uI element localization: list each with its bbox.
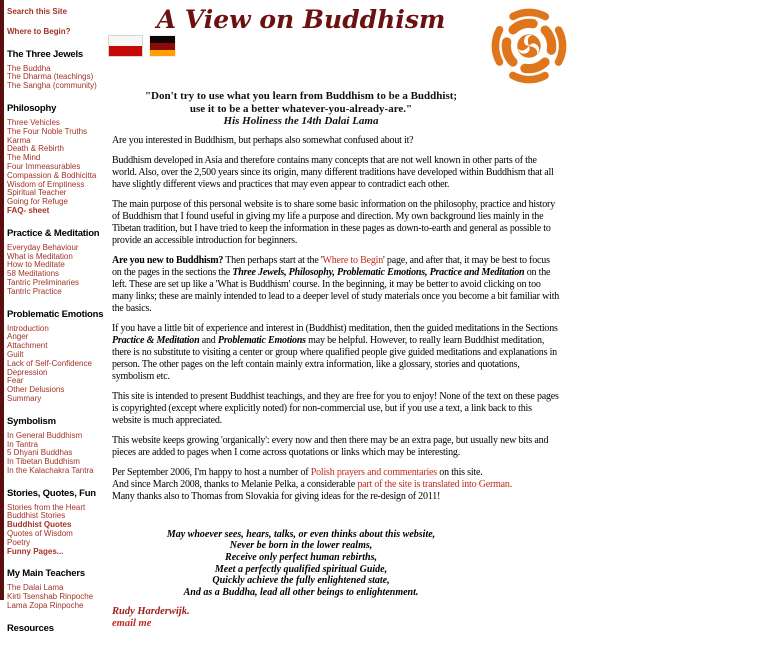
sidebar-nav <box>7 8 109 646</box>
sidebar-link[interactable]: FAQ- sheet <box>7 205 50 215</box>
verse-line: Quickly achieve the fully enlightened state, <box>212 575 390 587</box>
sidebar-link[interactable]: Other Delusions <box>7 385 65 395</box>
sidebar-link[interactable]: The Dalai Lama <box>7 583 64 593</box>
sidebar-section-heading: Philosophy <box>7 102 57 114</box>
sidebar-link[interactable]: In General Buddhism <box>7 430 83 440</box>
body-paragraphs <box>112 135 560 503</box>
sidebar-section-heading: Practice & Meditation <box>7 227 100 239</box>
sidebar-link[interactable]: Buddhist Quotes <box>7 520 72 530</box>
paragraph <box>112 255 560 315</box>
sidebar-link[interactable]: Lama Zopa Rinpoche <box>7 601 84 611</box>
paragraph <box>112 323 560 383</box>
sidebar-link[interactable]: Kirti Tsenshab Rinpoche <box>7 592 94 602</box>
sidebar-section-heading: Resources <box>7 622 54 634</box>
sidebar-link[interactable]: In Tantra <box>7 439 38 449</box>
text-segment: Per September 2006, I'm happy to host a number of <box>112 466 311 478</box>
paragraph <box>112 435 560 459</box>
sidebar-section <box>7 102 109 216</box>
sidebar-section <box>7 622 109 635</box>
sidebar-link[interactable]: The Buddha <box>7 63 51 73</box>
sidebar-section <box>7 308 109 404</box>
paragraph <box>112 467 560 503</box>
sidebar-link[interactable]: In the Kalachakra Tantra <box>7 465 94 475</box>
sidebar-link[interactable]: Wisdom of Emptiness <box>7 179 85 189</box>
sidebar-link[interactable]: Four Immeasurables <box>7 161 81 171</box>
main-content <box>112 0 560 630</box>
verse-line: Receive only perfect human rebirths, <box>225 551 377 563</box>
sidebar-link[interactable]: The Sangha (community) <box>7 81 97 91</box>
sidebar-section <box>7 487 109 557</box>
paragraph <box>112 391 560 427</box>
germany-flag-gold-stripe <box>150 50 175 56</box>
text-segment: and <box>199 334 218 346</box>
dalai-lama-quote <box>112 90 490 128</box>
text-segment: Are you interested in Buddhism, but perhaps also somewhat confused about it? <box>112 134 414 146</box>
sidebar-link[interactable]: Compassion & Bodhicitta <box>7 170 97 180</box>
inline-link[interactable]: Where to Begin <box>322 254 383 266</box>
sidebar-link[interactable]: Quotes of Wisdom <box>7 529 73 539</box>
sidebar-section-heading: Stories, Quotes, Fun <box>7 487 96 499</box>
sidebar-link[interactable]: Attachment <box>7 341 48 351</box>
text-segment: Are you new to Buddhism? <box>112 254 224 266</box>
inline-link[interactable]: part of the site is translated into German. <box>357 478 512 490</box>
footer <box>112 606 560 630</box>
sidebar-section-heading: The Three Jewels <box>7 48 84 60</box>
sidebar-section <box>7 28 109 37</box>
text-segment: on this site. <box>437 466 483 478</box>
sidebar-section-heading: Problematic Emotions <box>7 308 104 320</box>
sidebar-link[interactable]: Buddhist Stories <box>7 511 66 521</box>
sidebar-link[interactable]: Death & Rebirth <box>7 144 64 154</box>
sidebar-link[interactable]: Summary <box>7 393 42 403</box>
poland-flag-red-stripe <box>109 46 142 56</box>
sidebar-link[interactable]: Depression <box>7 367 48 377</box>
verse-line: May whoever sees, hears, talks, or even thinks about this website, <box>166 528 436 540</box>
sidebar-link[interactable]: How to Meditate <box>7 260 65 270</box>
sidebar-link[interactable]: The Four Noble Truths <box>7 126 88 136</box>
text-segment: Buddhism developed in Asia and therefore contains many concepts that are not well known in other parts of the world. Also, over the 2,500 years since its origin, many different traditions have developed within Buddhism that all have slightly different views and practices that may even appear to contradict each other. <box>112 154 554 190</box>
text-segment: on the left. These are set up like a 'What is Buddhism' course. In the beginning, it may be better to avoid clicking on too many links; these are mainly intended to lead to a deeper level of study materials once you become a bit familiar with the basics. <box>112 266 560 314</box>
germany-flag-red-stripe <box>150 43 175 50</box>
sidebar-link[interactable]: Lack of Self-Confidence <box>7 358 92 368</box>
paragraph <box>112 135 560 147</box>
quote-attribution: His Holiness the 14th Dalai Lama <box>223 115 379 127</box>
sidebar-link[interactable]: The Dharma (teachings) <box>7 72 94 82</box>
sidebar-link[interactable]: Karma <box>7 135 31 145</box>
sidebar-link[interactable]: Going for Refuge <box>7 197 68 207</box>
paragraph <box>112 199 560 247</box>
sidebar-link[interactable]: 58 Meditations <box>7 269 60 279</box>
left-edge-bar <box>0 0 4 600</box>
sidebar-section-heading: Symbolism <box>7 415 56 427</box>
text-segment: Three Jewels, Philosophy, Problematic Emotions, Practice and Meditation <box>232 266 525 278</box>
sidebar-link[interactable]: 5 Dhyani Buddhas <box>7 448 73 458</box>
text-segment: Problematic Emotions <box>217 334 306 346</box>
text-segment: If you have a little bit of experience and interest in (Buddhist) meditation, then the guided meditations in the Sections <box>112 322 558 334</box>
sidebar-link[interactable]: Spiritual Teacher <box>7 188 67 198</box>
language-flags <box>108 35 182 56</box>
sidebar-link[interactable]: Guilt <box>7 349 24 359</box>
email-link[interactable]: email me <box>112 617 152 629</box>
sidebar-section <box>7 415 109 476</box>
text-segment: The main purpose of this personal website is to share some basic information on the philosophy, practice and history of Buddhism that I found useful in giving my life a purpose and direction. My own background lies mainly in the Tibetan tradition, but I have tried to keep the information in these pages as down-to-earth and general as possible to provide an accessible introduction for beginners. <box>112 198 555 246</box>
sidebar-link[interactable]: Funny Pages... <box>7 546 64 556</box>
text-segment: ' page, and after that, it may be best to focus on the pages in the sections the <box>112 254 550 278</box>
polish-flag-link[interactable] <box>108 35 143 57</box>
sidebar-section-heading: My Main Teachers <box>7 568 85 580</box>
author-name: Rudy Harderwijk. <box>112 605 190 617</box>
sidebar-link[interactable]: Tantric Practice <box>7 286 62 296</box>
sidebar-link[interactable]: Introduction <box>7 323 49 333</box>
text-segment: And since March 2008, thanks to Melanie Pelka, a considerable <box>112 478 358 490</box>
sidebar-link[interactable]: Tantric Preliminaries <box>7 277 80 287</box>
verse-line: Meet a perfectly qualified spiritual Guide, <box>214 563 388 575</box>
sidebar-link[interactable]: Stories from the Heart <box>7 502 86 512</box>
sidebar-link[interactable]: Poetry <box>7 537 31 547</box>
sidebar-link[interactable]: Where to Begin? <box>7 26 71 36</box>
inline-link[interactable]: Polish prayers and commentaries <box>310 466 437 478</box>
sidebar-section <box>7 567 109 610</box>
page-title: A View on Buddhism <box>156 5 446 34</box>
text-segment: Then perhaps start at the ' <box>223 254 323 266</box>
verse-line: Never be born in the lower realms, <box>229 540 373 552</box>
text-segment: may be helpful. However, to really learn Buddhist meditation, there is no substitute to visiting a center or group where qualified people give guided meditations and explanations in person. The other pages on the left contain mainly extra information, like a glossary, stories and quotations, symbolism etc. <box>112 334 557 382</box>
sidebar-link[interactable]: The Mind <box>7 153 41 163</box>
buddhist-knot-logo-icon <box>487 3 571 89</box>
quote-line-2: use it to be a better whatever-you-already-are." <box>189 102 413 115</box>
text-segment: Practice & Meditation <box>112 334 200 346</box>
quote-line-1: "Don't try to use what you learn from Buddhism to be a Buddhist; <box>144 90 458 102</box>
text-segment: Many thanks also to Thomas from Slovakia for giving ideas for the re-design of 2011! <box>112 490 441 502</box>
german-flag-link[interactable] <box>149 35 176 57</box>
sidebar-section <box>7 48 109 91</box>
sidebar-link[interactable]: In Tibetan Buddhism <box>7 457 80 467</box>
sidebar-link[interactable]: What is Meditation <box>7 251 73 261</box>
sidebar-link[interactable]: Search this Site <box>7 7 68 16</box>
text-segment: This site is intended to present Buddhist teachings, and they are free for you to enjoy! None of the text on these pages is copyrighted (except where explicitly noted) for non-commercial use, but if you use a text, a link back to this website is much appreciated. <box>112 390 559 426</box>
verse-line: And as a Buddha, lead all other beings to enlightenment. <box>183 587 419 599</box>
sidebar-link[interactable]: Fear <box>7 376 24 386</box>
dedication-verse <box>112 529 490 599</box>
poland-flag-white-stripe <box>109 36 142 46</box>
sidebar-section <box>7 8 109 17</box>
germany-flag-black-stripe <box>150 36 175 43</box>
sidebar-section <box>7 227 109 297</box>
paragraph <box>112 155 560 191</box>
sidebar-link[interactable]: Three Vehicles <box>7 117 60 127</box>
text-segment: This website keeps growing 'organically': every now and then there may be an extra page, but usually new bits and pieces are added to pages when I come across quotations or links which may be interesting. <box>112 434 549 458</box>
sidebar-link[interactable]: Anger <box>7 332 29 342</box>
sidebar-link[interactable]: Everyday Behaviour <box>7 242 79 252</box>
